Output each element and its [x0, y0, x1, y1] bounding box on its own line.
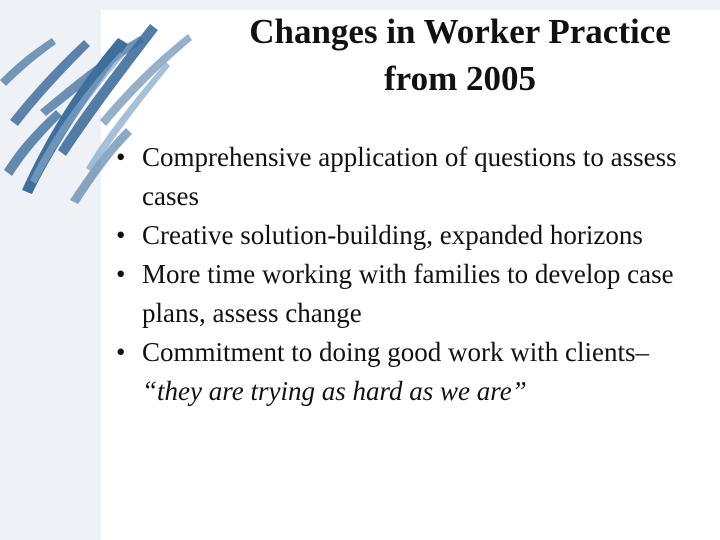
bullet-item: [110, 255, 715, 333]
bullet-text: More time working with families to develop case plans, assess change: [142, 259, 674, 328]
slide-title-line-2: from 2005: [384, 59, 536, 98]
slide-title-line-1: Changes in Worker Practice: [249, 12, 671, 51]
bullet-list: [110, 138, 715, 411]
bullet-text: Creative solution-building, expanded horizons: [142, 220, 643, 250]
bullet-item: [110, 216, 715, 255]
bullet-marker: •: [116, 259, 126, 289]
bullet-text: Commitment to doing good work with clients–: [142, 337, 649, 367]
bullet-marker: •: [116, 337, 126, 367]
bullet-marker: •: [116, 142, 126, 172]
bullet-text: Comprehensive application of questions to assess cases: [142, 142, 677, 211]
bullet-item: [110, 333, 715, 411]
bullet-marker: •: [116, 220, 126, 250]
bullet-item: [110, 138, 715, 216]
bullet-quote: “they are trying as hard as we are”: [142, 376, 527, 406]
slide-title: [170, 8, 720, 102]
